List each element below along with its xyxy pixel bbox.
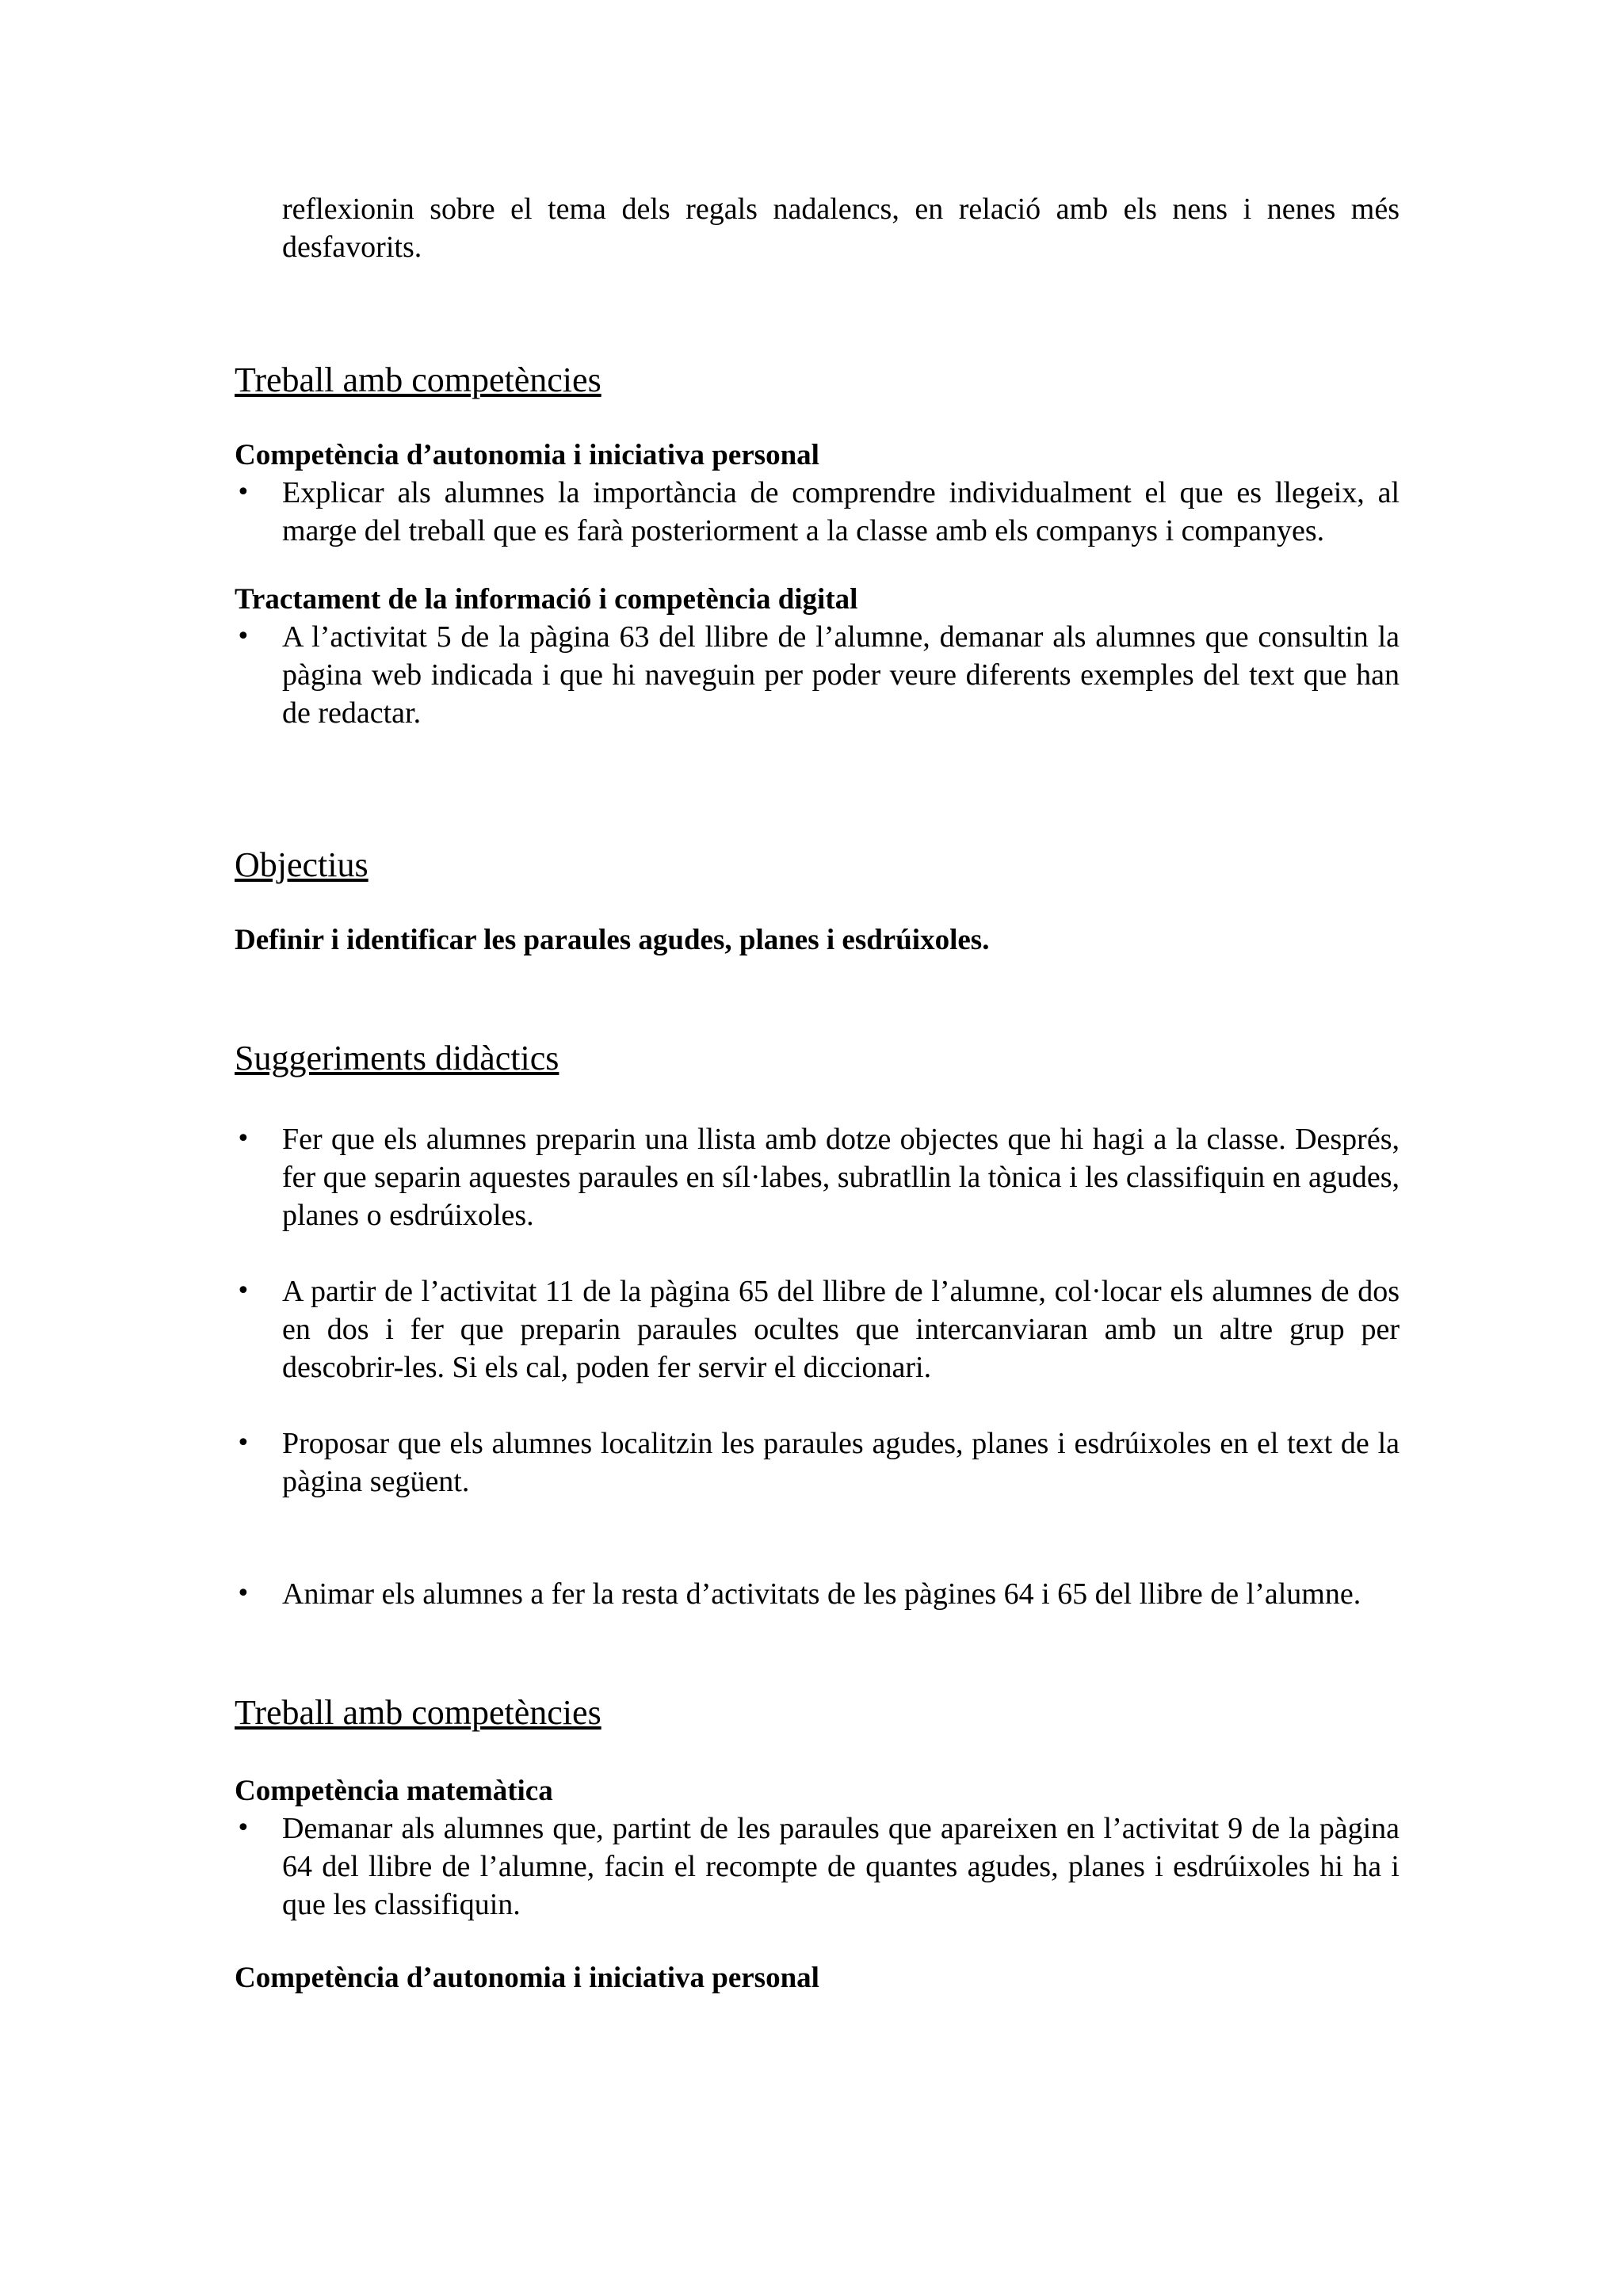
- bullet-list-informacio: [235, 618, 1400, 732]
- bullet-list-autonomia: [235, 474, 1400, 550]
- list-item: [235, 1425, 1400, 1501]
- bullet-icon: •: [236, 1277, 250, 1305]
- list-item: [235, 1120, 1400, 1234]
- subheading-matematica: Competència matemàtica: [235, 1775, 553, 1807]
- list-item: [235, 1575, 1400, 1613]
- list-item: [235, 618, 1400, 732]
- section-title-suggeriments: Suggeriments didàctics: [235, 1039, 559, 1077]
- bullet-icon: •: [236, 623, 250, 650]
- objectius-text: Definir i identificar les paraules agudes, planes i esdrúixoles.: [235, 924, 990, 956]
- subheading-informacio-digital: Tractament de la informació i competència digital: [235, 583, 858, 616]
- subheading-autonomia: Competència d’autonomia i iniciativa personal: [235, 439, 819, 471]
- section-title-objectius: Objectius: [235, 845, 369, 884]
- bullet-icon: •: [236, 1429, 250, 1457]
- list-item-text: Demanar als alumnes que, partint de les paraules que apareixen en l’activitat 9 de la pàgina 64 del llibre de l’alumne, facin el recompte de quantes agudes, planes i esdrúixoles hi ha i que les classifiquin.: [282, 1812, 1400, 1921]
- list-item-text: A l’activitat 5 de la pàgina 63 del llibre de l’alumne, demanar als alumnes que consultin la pàgina web indicada i que hi naveguin per poder veure diferents exemples del text que han de redactar.: [282, 620, 1400, 730]
- document-page: [235, 190, 1400, 1997]
- list-item: [235, 1272, 1400, 1386]
- section-title-competencies: Treball amb competències: [235, 360, 601, 399]
- subheading-autonomia-2: Competència d’autonomia i iniciativa personal: [235, 1962, 819, 1994]
- list-item-text: Fer que els alumnes preparin una llista amb dotze objectes que hi hagi a la classe. Després, fer que separin aquestes paraules en síl·labes, subratllin la tònica i les classifiquin en agudes, planes o esdrúixoles.: [282, 1123, 1400, 1232]
- bullet-list-suggeriments: [235, 1120, 1400, 1613]
- intro-paragraph: reflexionin sobre el tema dels regals nadalencs, en relació amb els nens i nenes més desfavorits.: [282, 193, 1400, 264]
- list-item-text: A partir de l’activitat 11 de la pàgina 65 del llibre de l’alumne, col·locar els alumnes de dos en dos i fer que preparin paraules ocultes que intercanviaran amb un altre grup per descobrir-les. Si els cal, poden fer servir el diccionari.: [282, 1275, 1400, 1384]
- bullet-list-matematica: [235, 1810, 1400, 1924]
- list-item-text: Explicar als alumnes la importància de comprendre individualment el que es llegeix, al marge del treball que es farà posteriorment a la classe amb els companys i companyes.: [282, 476, 1400, 547]
- bullet-icon: •: [236, 1580, 250, 1608]
- section-title-competencies-2: Treball amb competències: [235, 1693, 601, 1732]
- bullet-icon: •: [236, 479, 250, 506]
- list-item-text: Proposar que els alumnes localitzin les paraules agudes, planes i esdrúixoles en el text de la pàgina següent.: [282, 1427, 1400, 1498]
- bullet-icon: •: [236, 1814, 250, 1842]
- list-item: [235, 474, 1400, 550]
- bullet-icon: •: [236, 1125, 250, 1153]
- list-item-text: Animar els alumnes a fer la resta d’activitats de les pàgines 64 i 65 del llibre de l’alumne.: [282, 1577, 1361, 1611]
- list-item: [235, 1810, 1400, 1924]
